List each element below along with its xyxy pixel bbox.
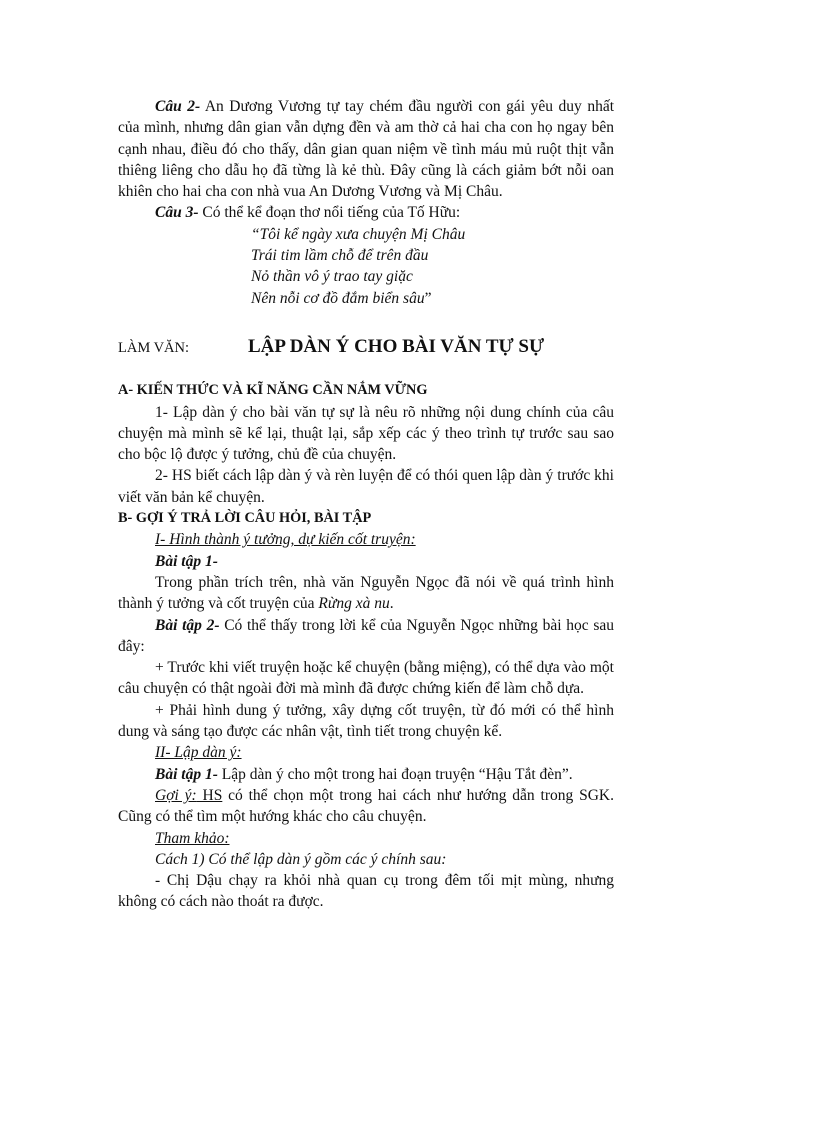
poem-line-text: Nên nỗi cơ đồ đắm biển sâu (251, 289, 425, 307)
poem-line: Nỏ thần vô ý trao tay giặc (251, 268, 413, 286)
hint-subject: HS (196, 786, 223, 804)
poem-close-quote: ” (424, 289, 432, 307)
section-heading (118, 336, 614, 359)
lesson-bullet-1: + Trước khi viết truyện hoặc kể chuyện (bằng miệng), có thể dựa vào một câu chuyện có thật ngoài đời mà mình đã được chứng kiến để làm chỗ dựa. (118, 659, 614, 698)
poem-block (118, 224, 614, 309)
section-b-title: B- GỢI Ý TRẢ LỜI CÂU HỎI, BÀI TẬP (118, 510, 372, 527)
exercise-1-end: . (389, 595, 394, 613)
section-a-paragraph-1: 1- Lập dàn ý cho bài văn tự sự là nêu rõ những nội dung chính của câu chuyện mà mình sẽ kể lại, thuật lại, sắp xếp các ý theo trình tự trước sau sao cho bộc lộ được ý tưởng, chủ đề của chuyện. (118, 403, 614, 464)
section-a-title: A- KIẾN THỨC VÀ KĨ NĂNG CẦN NẮM VỮNG (118, 382, 428, 399)
exercise-2-text: Có thể thấy trong lời kể của Nguyễn Ngọc những bài học sau đây: (118, 616, 614, 655)
exercise-1-label: Bài tập 1- (155, 552, 218, 570)
exercise-1b-label: Bài tập 1- (155, 765, 218, 783)
section-a-paragraph-2: 2- HS biết cách lập dàn ý và rèn luyện để có thói quen lập dàn ý trước khi viết văn bản kể chuyện. (118, 467, 614, 506)
outline-item-1: - Chị Dậu chạy ra khỏi nhà quan cụ trong đêm tối mịt mùng, nhưng không có cách nào thoát ra được. (118, 872, 614, 911)
hint-paragraph (118, 785, 614, 828)
lesson-bullet-2: + Phải hình dung ý tưởng, xây dựng cốt truyện, từ đó mới có thể hình dung và sáng tạo được các nhân vật, tình tiết trong chuyện kể. (118, 701, 614, 741)
heading-title: LẬP DÀN Ý CHO BÀI VĂN TỰ SỰ (248, 335, 545, 357)
exercise-1-body: Trong phần trích trên, nhà văn Nguyễn Ngọc đã nói về quá trình hình thành ý tưởng và cốt truyện của (118, 573, 614, 613)
cau2-text: An Dương Vương tự tay chém đầu người con gái yêu duy nhất của mình, nhưng dân gian vẫn dựng đền và am thờ cả hai cha con họ ngay bên cạnh nhau, điều đó cho thấy, dân gian quan niệm về tình máu mủ ruột thịt vẫn thiêng liêng cho dẫu họ đã từng là kẻ thù. Đây cũng là cách giảm bớt nỗi oan khiên cho hai cha con nhà vua An Dương Vương và Mị Châu. (118, 98, 615, 201)
cau3-text: Có thể kể đoạn thơ nổi tiếng của Tố Hữu: (198, 204, 461, 222)
hint-text: có thể chọn một trong hai cách như hướng dẫn trong SGK. Cũng có thể tìm một hướng khác cho câu chuyện. (118, 786, 614, 826)
reference-heading: Tham khảo: (155, 829, 230, 847)
exercise-1-text (118, 572, 614, 615)
heading-label: LÀM VĂN: (118, 339, 190, 356)
cau3-label: Câu 3- (155, 204, 199, 222)
work-title: Rừng xà nu (318, 595, 390, 613)
cau3-paragraph (118, 202, 614, 223)
cau2-label: Câu 2- (155, 98, 201, 115)
part-1-heading: I- Hình thành ý tưởng, dự kiến cốt truyện: (155, 531, 416, 549)
poem-line-last (118, 288, 614, 309)
poem-line: “Tôi kể ngày xưa chuyện Mị Châu (251, 225, 466, 243)
part-2-heading: II- Lập dàn ý: (155, 744, 242, 762)
cau2-paragraph (118, 96, 614, 202)
exercise-2-paragraph (118, 615, 614, 658)
exercise-1b-text: Lập dàn ý cho một trong hai đoạn truyện “Hậu Tắt đèn”. (217, 765, 573, 783)
exercise-2-label: Bài tập 2- (155, 616, 220, 634)
poem-line: Trái tim lầm chỗ để trên đầu (251, 247, 429, 265)
method-1-heading: Cách 1) Có thể lập dàn ý gồm các ý chính sau: (155, 850, 447, 868)
hint-label: Gợi ý: (155, 786, 197, 804)
document-page (118, 96, 614, 913)
exercise-1b-paragraph (118, 764, 614, 785)
